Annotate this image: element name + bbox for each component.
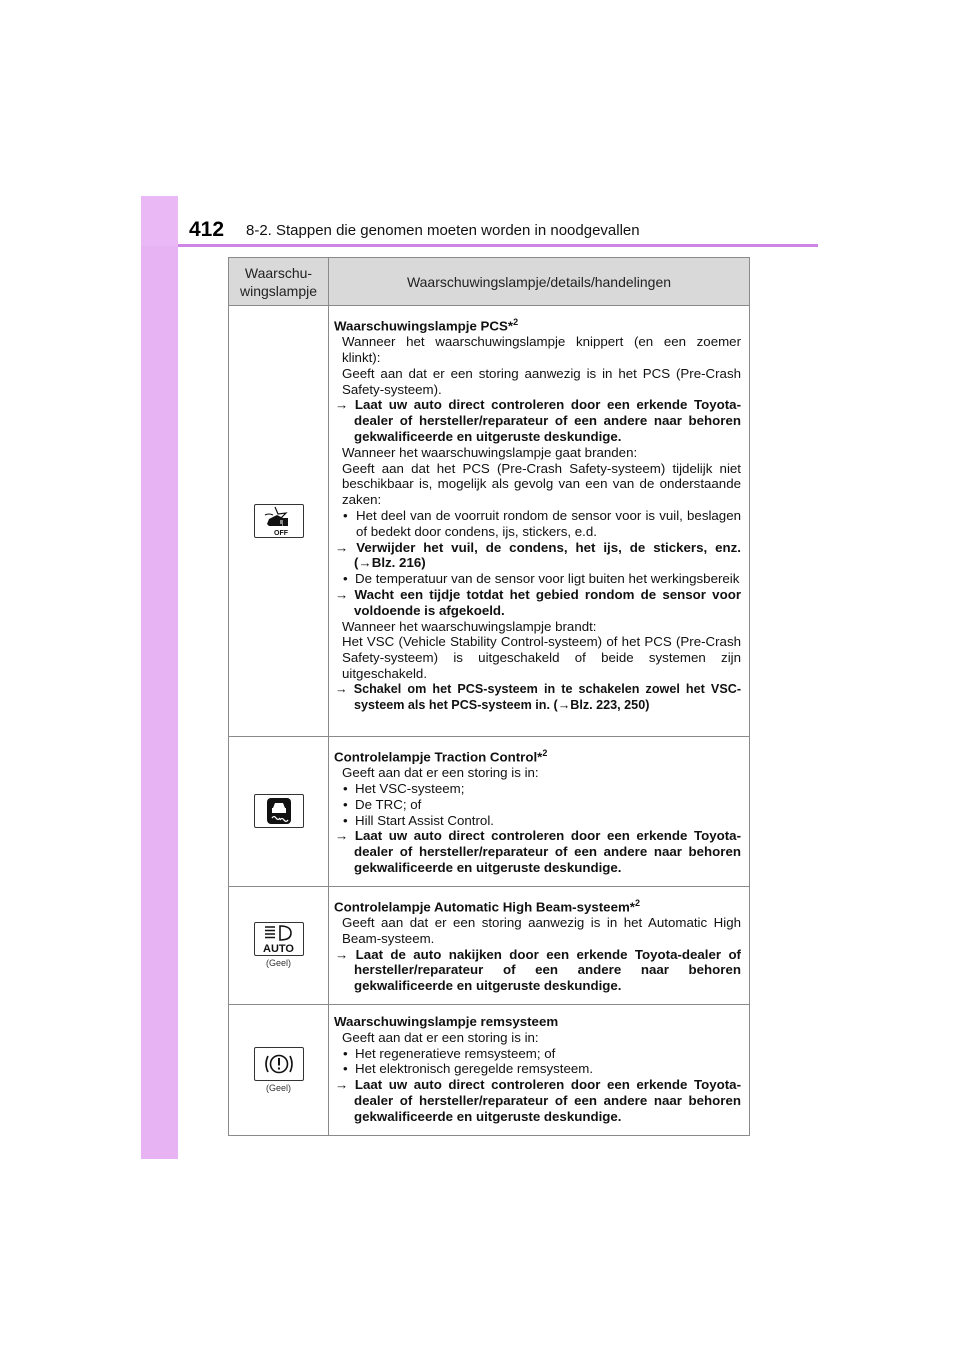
arrow-icon: →	[335, 946, 349, 962]
action-line	[334, 682, 741, 714]
text-line: Geeft aan dat er een storing aanwezig is in het Automatic High Beam-systeem.	[342, 915, 741, 946]
action-text: Schakel om het PCS-systeem in te schakelen zowel het VSC-systeem als het PCS-systeem in. (→Blz. 223, 250)	[353, 681, 742, 712]
bullet-icon: •	[343, 1045, 348, 1061]
table-row	[229, 886, 750, 1004]
text-line: Wanneer het waarschuwingslampje gaat branden:	[342, 444, 638, 460]
action-text: Laat uw auto direct controleren door een erkende Toyota-dealer of hersteller/reparateur of een andere naar behoren gekwalificeerde en uitgeruste deskundige.	[354, 397, 741, 444]
page-number: 412	[189, 218, 225, 241]
bullet-item	[334, 1061, 741, 1077]
description-cell	[329, 886, 750, 1004]
row-title-text: Waarschuwingslampje remsysteem	[334, 1014, 559, 1029]
table-row	[229, 306, 750, 737]
bullet-text: Het regeneratieve remsysteem; of	[355, 1045, 556, 1061]
bullet-item	[334, 1046, 741, 1062]
bullet-text: Het VSC-systeem;	[355, 781, 465, 797]
action-line	[334, 397, 741, 444]
arrow-icon: →	[335, 586, 349, 602]
description-cell	[329, 1005, 750, 1136]
row-title-text: Waarschuwingslampje PCS*	[334, 318, 514, 334]
icon-cell	[229, 306, 329, 737]
bullet-icon: •	[343, 796, 348, 812]
row-title	[334, 746, 741, 765]
arrow-icon: →	[335, 1077, 349, 1093]
column-header-details: Waarschuwingslampje/details/handelingen	[329, 258, 750, 306]
section-title: 8-2. Stappen die genomen moeten worden in noodgevallen	[246, 222, 640, 239]
table-row	[229, 737, 750, 887]
text-line: Het VSC (Vehicle Stability Control-systeem) of het PCS (Pre-Crash Safety-systeem) is uitgeschakeld of beide systemen zijn uitgeschakeld.	[342, 634, 741, 681]
bullet-item	[334, 508, 741, 540]
icon-cell	[229, 1005, 329, 1136]
header-divider	[178, 244, 818, 247]
traction-control-icon	[254, 794, 304, 828]
action-line	[334, 947, 741, 994]
bullet-icon: •	[343, 812, 348, 828]
text-line: Geeft aan dat er een storing is in:	[342, 1029, 539, 1045]
bullet-text: Het elektronisch geregelde remsysteem.	[355, 1061, 594, 1077]
row-title	[334, 1014, 741, 1030]
bullet-icon: •	[343, 571, 348, 587]
color-note: (Geel)	[265, 958, 291, 969]
arrow-icon: →	[335, 539, 349, 555]
text-line: Wanneer het waarschuwingslampje brandt:	[342, 618, 597, 634]
bullet-icon: •	[343, 781, 348, 797]
color-note: (Geel)	[265, 1082, 291, 1093]
bullet-text: De temperatuur van de sensor voor ligt buiten het werkingsbereik	[355, 571, 740, 587]
action-text: Laat de auto nakijken door een erkende Toyota-dealer of hersteller/reparateur of een andere naar behoren gekwalificeerde en uitgeruste deskundige.	[354, 946, 741, 994]
header-tab-band	[141, 196, 178, 246]
action-line	[334, 1077, 741, 1124]
bullet-text: Hill Start Assist Control.	[355, 812, 494, 828]
row-title-text: Controlelampje Automatic High Beam-systeem*	[334, 899, 635, 915]
bullet-item	[334, 571, 741, 587]
brake-system-warning-icon	[254, 1047, 304, 1081]
bullet-text: De TRC; of	[355, 796, 422, 812]
row-title	[334, 896, 741, 915]
auto-high-beam-icon	[254, 922, 304, 956]
pcs-off-label: OFF	[273, 530, 288, 537]
bullet-text: Het deel van de voorruit rondom de sensor voor is vuil, beslagen of bedekt door condens, ijs, stickers, e.d.	[355, 507, 741, 539]
action-text: Wacht een tijdje totdat het gebied rondom de sensor voor voldoende is afgekoeld.	[354, 586, 741, 618]
text-line: Geeft aan dat er een storing aanwezig is in het PCS (Pre-Crash Safety-systeem).	[342, 365, 741, 397]
icon-cell	[229, 737, 329, 887]
action-text: Laat uw auto direct controleren door een erkende Toyota-dealer of hersteller/reparateur of een andere naar behoren gekwalificeerde en uitgeruste deskundige.	[354, 828, 741, 875]
chapter-sidebar-tab	[141, 196, 178, 1159]
table-header-row	[229, 258, 750, 306]
row-title	[334, 315, 741, 334]
footnote-ref: 2	[513, 317, 519, 327]
pcs-off-icon	[254, 504, 304, 538]
action-text: Verwijder het vuil, de condens, het ijs, de stickers, enz. (→Blz. 216)	[354, 539, 741, 571]
bullet-item	[334, 781, 741, 797]
warning-lights-table	[228, 257, 750, 1136]
footnote-ref: 2	[542, 748, 548, 758]
arrow-icon: →	[335, 681, 348, 696]
arrow-icon: →	[335, 828, 349, 844]
text-line: Geeft aan dat het PCS (Pre-Crash Safety-systeem) tijdelijk niet beschikbaar is, mogelijk als gevolg van een van de onderstaande zaken:	[342, 460, 741, 508]
description-cell	[329, 737, 750, 887]
action-line	[334, 587, 741, 619]
action-text: Laat uw auto direct controleren door een erkende Toyota-dealer of hersteller/reparateur of een andere naar behoren gekwalificeerde en uitgeruste deskundige.	[354, 1077, 741, 1124]
text-line: Wanneer het waarschuwingslampje knippert (en een zoemer klinkt):	[342, 334, 741, 366]
bullet-item	[334, 797, 741, 813]
footnote-ref: 2	[634, 897, 640, 908]
auto-label: AUTO	[262, 943, 294, 956]
description-cell	[329, 306, 750, 737]
action-line	[334, 828, 741, 875]
icon-cell	[229, 886, 329, 1004]
arrow-icon: →	[335, 397, 349, 413]
bullet-icon: •	[343, 507, 348, 523]
table-row	[229, 1005, 750, 1136]
row-title-text: Controlelampje Traction Control*	[334, 749, 543, 765]
text-line: Geeft aan dat er een storing is in:	[342, 765, 539, 781]
column-header-warning-light: Waarschu- wingslampje	[229, 258, 329, 306]
bullet-item	[334, 813, 741, 829]
action-line	[334, 540, 741, 572]
bullet-icon: •	[343, 1061, 348, 1077]
